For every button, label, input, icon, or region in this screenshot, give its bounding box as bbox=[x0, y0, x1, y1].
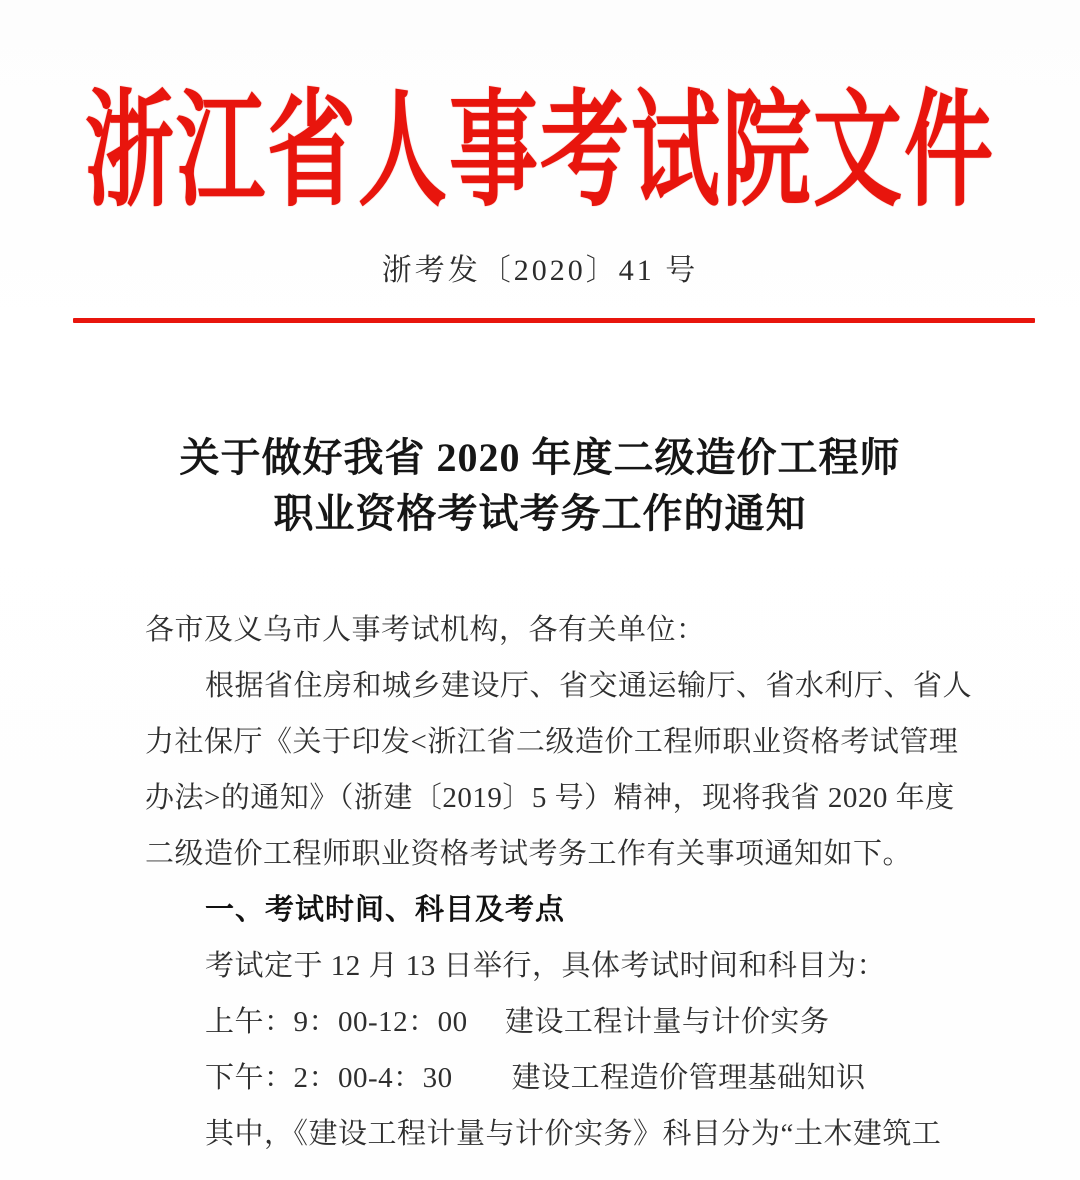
body-line: 力社保厅《关于印发<浙江省二级造价工程师职业资格考试管理 bbox=[145, 726, 959, 758]
letterhead-banner bbox=[0, 62, 1080, 222]
section-heading-exam-time: 一、考试时间、科目及考点 bbox=[205, 894, 566, 926]
body-line: 办法>的通知》（浙建〔2019〕5 号）精神，现将我省 2020 年度 bbox=[145, 782, 955, 814]
body-line: 二级造价工程师职业资格考试考务工作有关事项通知如下。 bbox=[145, 838, 913, 870]
body-line-subject-note: 其中，《建设工程计量与计价实务》科目分为“土木建筑工 bbox=[205, 1118, 942, 1150]
document-title bbox=[0, 430, 1080, 542]
document-reference-number: 浙考发〔2020〕41 号 bbox=[381, 254, 699, 287]
red-divider-line bbox=[73, 318, 1035, 323]
body-line-afternoon-session: 下午：2：00-4：30 建设工程造价管理基础知识 bbox=[205, 1062, 866, 1094]
body-line-salutation: 各市及义乌市人事考试机构，各有关单位： bbox=[145, 614, 706, 646]
body-line-exam-date: 考试定于 12 月 13 日举行，具体考试时间和科目为： bbox=[205, 950, 887, 982]
letterhead-title: 浙江省人事考试院文件 bbox=[85, 82, 995, 222]
body-line-morning-session: 上午：9：00-12：00 建设工程计量与计价实务 bbox=[205, 1006, 830, 1038]
document-title-line1: 关于做好我省 2020 年度二级造价工程师 bbox=[179, 435, 901, 480]
document-title-line2: 职业资格考试考务工作的通知 bbox=[273, 491, 807, 536]
body-line: 根据省住房和城乡建设厅、省交通运输厅、省水利厅、省人 bbox=[205, 670, 973, 702]
document-body bbox=[145, 602, 973, 1162]
